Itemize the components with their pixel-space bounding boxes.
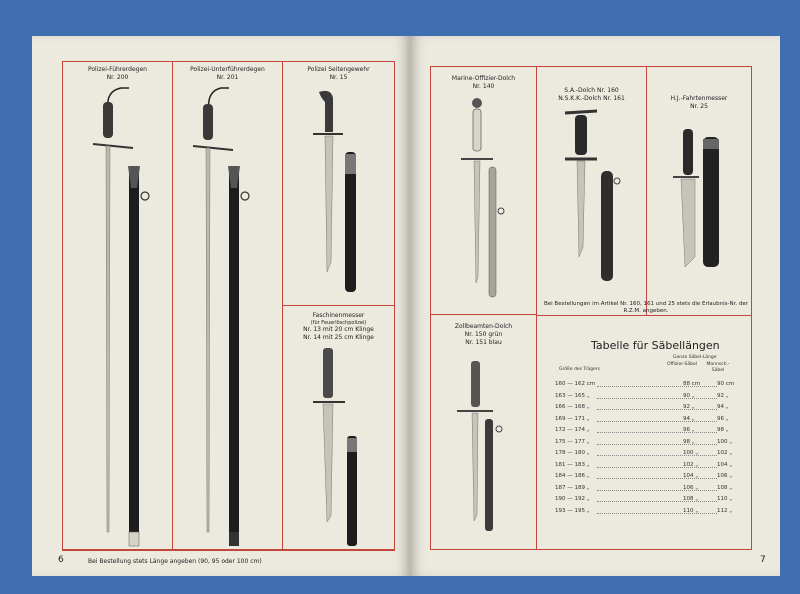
leader-dots	[597, 490, 717, 491]
caption-title: Polizei Seitengewehr	[307, 66, 370, 73]
right-frame	[430, 66, 752, 550]
cell-officer: 100 „	[683, 450, 699, 456]
leader-dots	[597, 421, 717, 422]
table-row	[555, 425, 755, 436]
right-page	[410, 36, 780, 576]
dagger-illustration	[431, 315, 537, 549]
cell-size: 190 — 192 „	[555, 496, 590, 502]
caption-line2: Nr. 13 mit 20 cm Klinge	[303, 326, 374, 333]
col-length-header: Ganze Säbel-Länge	[673, 355, 717, 360]
leader-dots	[597, 409, 717, 410]
table-row	[555, 460, 755, 471]
table-row	[555, 471, 755, 482]
cell-size: 193 — 195 „	[555, 507, 590, 514]
table-row	[555, 448, 755, 459]
cell-team: 90 cm	[717, 381, 735, 387]
cell-officer: 102 „	[683, 461, 699, 468]
cell-officer: 88 cm	[683, 381, 701, 387]
caption-number: Nr. 200	[106, 74, 129, 81]
cell-size: 166 — 168 „	[555, 404, 590, 410]
sword-illustration	[173, 62, 283, 550]
left-frame	[62, 61, 395, 551]
caption-name: S.A.-Dolch	[564, 87, 596, 94]
caption-line3: Nr. 14 mit 25 cm Klinge	[303, 334, 374, 341]
cell-size: 160 — 162 cm	[555, 381, 596, 387]
cell-size: 175 — 177 „	[555, 438, 590, 445]
caption-title: Faschinenmesser	[312, 312, 365, 319]
cell-team: 112 „	[717, 507, 733, 514]
caption-title: Polizei-Führerdegen	[87, 66, 147, 73]
left-page	[32, 36, 410, 576]
table-row	[555, 483, 755, 494]
col-size-header: Größe des Trägers	[559, 367, 600, 372]
cell-size: 178 — 180 „	[555, 450, 590, 456]
leader-dots	[597, 444, 717, 445]
table-row	[555, 494, 755, 505]
sword-illustration	[63, 62, 173, 550]
leader-dots	[597, 501, 717, 502]
table-row	[555, 402, 755, 413]
table-title: Tabelle für Säbellängen	[591, 339, 720, 352]
catalog-spread	[32, 36, 780, 576]
cell-officer: 92 „	[683, 404, 695, 410]
cell-size: 172 — 174 „	[555, 427, 590, 433]
cell-team: 92 „	[717, 392, 729, 399]
cell-officer: 104 „	[683, 473, 699, 479]
cell-team: 104 „	[717, 461, 733, 468]
cell-size: 181 — 183 „	[555, 461, 590, 468]
table-row	[555, 437, 755, 448]
cell-seitengewehr	[283, 62, 395, 306]
cell-team: 106 „	[717, 473, 733, 479]
leader-dots	[597, 467, 717, 468]
caption-title: Zollbeamten-Dolch	[454, 323, 513, 330]
footer-note: Bei Bestellung stets Länge angeben (90, 95 oder 100 cm)	[88, 558, 262, 565]
cell-officer: 90 „	[683, 392, 695, 399]
caption-line2: N.S.K.K.-Dolch Nr. 161	[558, 95, 625, 102]
cell-team: 108 „	[717, 484, 733, 491]
caption-number: Nr. 15	[329, 74, 348, 81]
knife-illustration	[647, 67, 751, 315]
caption-number: Nr. 25	[690, 103, 708, 110]
cell-size: 184 — 186 „	[555, 473, 590, 479]
caption-title: Marine-Offizier-Dolch	[451, 75, 516, 82]
cell-team: 94 „	[717, 404, 729, 410]
leader-dots	[597, 513, 717, 514]
cell-fuehrerdegen	[63, 62, 173, 550]
caption-number: Nr. 140	[472, 83, 495, 90]
cell-unterfuehrerdegen	[173, 62, 283, 550]
cell-size: 169 — 171 „	[555, 415, 590, 422]
cell-marine-dolch	[431, 67, 537, 315]
caption-sub: (für Feuerlöschpolizei)	[310, 320, 367, 326]
caption-title: Polizei-Unterführerdegen	[190, 66, 265, 73]
table-row	[555, 391, 755, 402]
leader-dots	[597, 398, 717, 399]
bayonet-illustration	[283, 62, 395, 306]
cell-team: 98 „	[717, 427, 729, 433]
caption-title: H.J.-Fahrtenmesser	[670, 95, 728, 102]
caption-number: Nr. 160	[597, 87, 619, 94]
cell-officer: 108 „	[683, 496, 699, 502]
caption-line2: Nr. 151 blau	[465, 339, 502, 346]
table-row	[555, 506, 755, 517]
table-row	[555, 414, 755, 425]
dagger-illustration	[431, 67, 537, 315]
col-team-header: Mannsch.-Säbel	[706, 362, 730, 373]
order-note: Bei Bestellungen im Artikel Nr. 160, 161 und 25 stets die Erlaubnis-Nr. der R.Z.M. angeben.	[544, 301, 748, 314]
cell-team: 102 „	[717, 450, 733, 456]
cell-officer: 96 „	[683, 427, 695, 433]
cell-faschinenmesser	[283, 306, 395, 550]
length-table	[537, 315, 751, 549]
cell-size: 187 — 189 „	[555, 484, 590, 491]
caption-number: Nr. 201	[216, 74, 239, 81]
page-number: 6	[58, 555, 64, 565]
cell-officer: 110 „	[683, 507, 699, 514]
cell-zoll-dolch	[431, 315, 537, 549]
caption-number: Nr. 150 grün	[464, 331, 503, 338]
cell-officer: 98 „	[683, 438, 695, 445]
leader-dots	[597, 455, 717, 456]
col-officer-header: Offizier-Säbel	[667, 362, 697, 367]
page-number: 7	[760, 555, 766, 565]
dagger-illustration	[537, 67, 647, 315]
cell-team: 100 „	[717, 438, 733, 445]
cell-sa-dolch	[537, 67, 647, 315]
cell-officer: 94 „	[683, 415, 695, 422]
cell-size: 163 — 165 „	[555, 392, 590, 399]
cell-hj-messer	[647, 67, 751, 315]
cell-team: 96 „	[717, 415, 729, 422]
leader-dots	[597, 478, 717, 479]
cell-officer: 106 „	[683, 484, 699, 491]
cell-team: 110 „	[717, 496, 733, 502]
knife-illustration	[283, 306, 395, 550]
leader-dots	[597, 432, 717, 433]
table-row	[555, 379, 755, 390]
